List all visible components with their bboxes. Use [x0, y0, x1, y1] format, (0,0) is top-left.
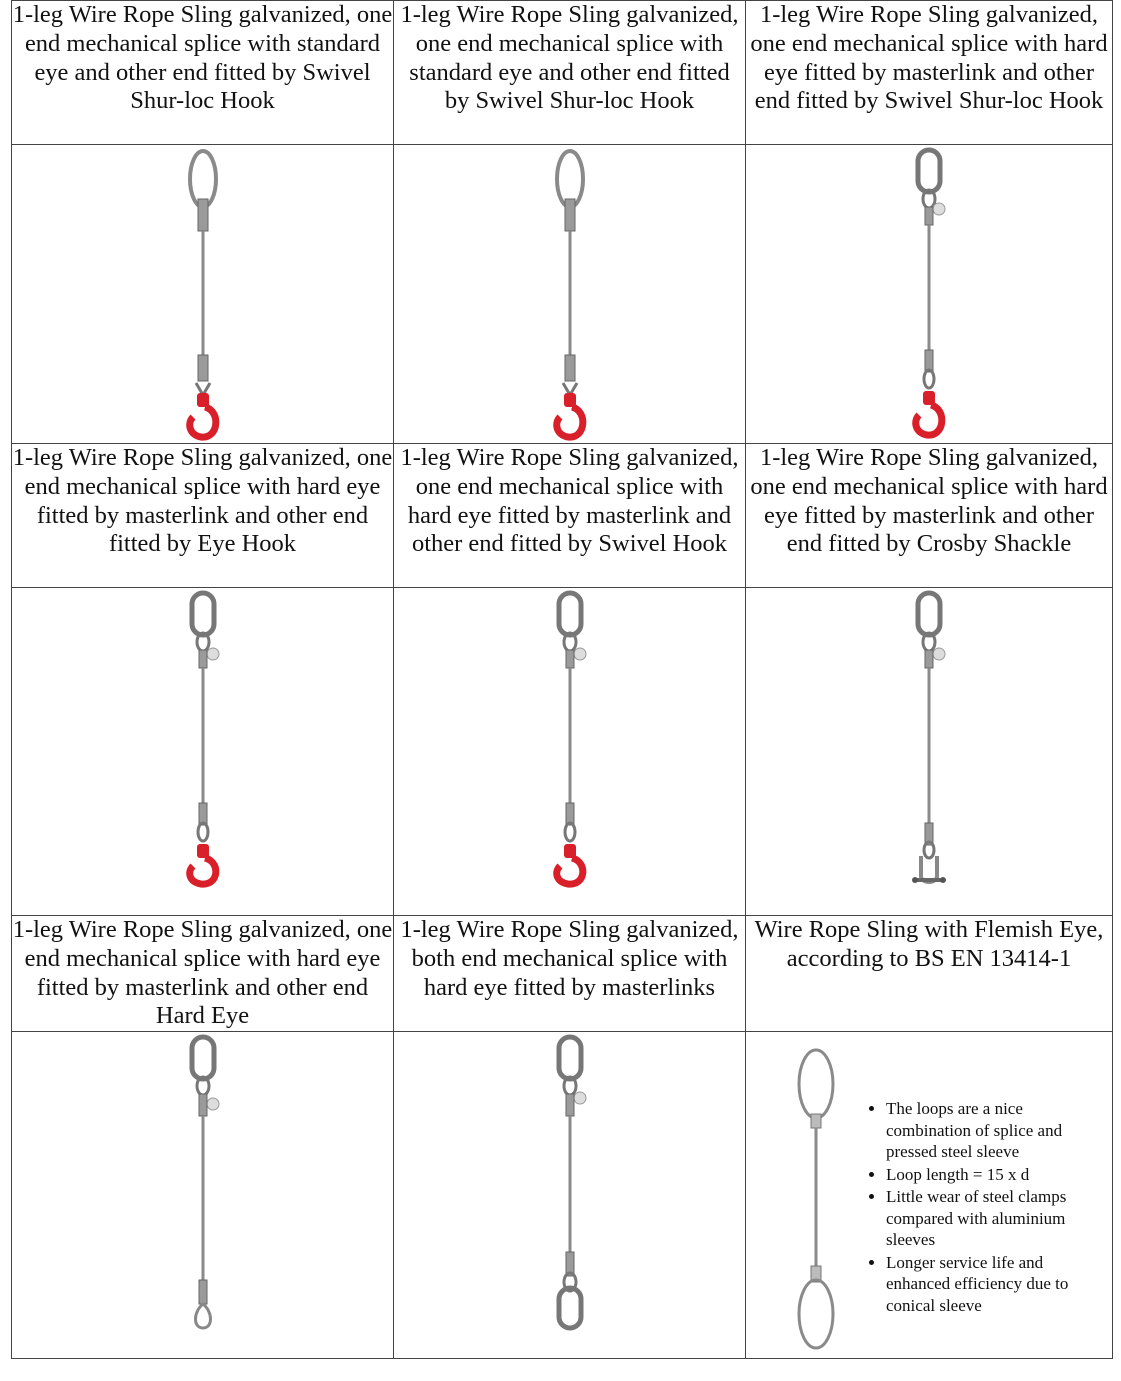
- product-caption: 1-leg Wire Rope Sling galvanized, one end mechanical splice with hard eye fitted by masterlink and other end fitted by Swivel Shur-loc Hook: [746, 1, 1113, 145]
- product-image-cell: [12, 1032, 394, 1359]
- sling-catalog-table: [11, 0, 1113, 1359]
- product-caption: 1-leg Wire Rope Sling galvanized, one end mechanical splice with standard eye and other end fitted by Swivel Shur-loc Hook: [12, 1, 394, 145]
- caption-row: [12, 444, 1113, 588]
- sling-masterlink-red-hook-icon: [899, 145, 959, 443]
- flemish-note: • Loop length = 15 x d: [886, 1164, 1106, 1186]
- flemish-note: • Little wear of steel clamps compared with aluminium sleeves: [886, 1186, 1106, 1251]
- sling-masterlink-red-hook-icon: [173, 588, 233, 888]
- image-row: [12, 145, 1113, 444]
- sling-soft-eye-red-hook-icon: [173, 145, 233, 443]
- product-image-cell: [12, 588, 394, 916]
- product-image-cell: [746, 1032, 1113, 1359]
- image-row: [12, 588, 1113, 916]
- product-caption: 1-leg Wire Rope Sling galvanized, one end mechanical splice with hard eye fitted by masterlink and other end fitted by Crosby Shackle: [746, 444, 1113, 588]
- product-image-cell: [394, 1032, 746, 1359]
- product-image-cell: [394, 588, 746, 916]
- sling-masterlink-thimble-icon: [173, 1032, 233, 1332]
- product-image-cell: [746, 145, 1113, 444]
- product-caption: 1-leg Wire Rope Sling galvanized, one end mechanical splice with hard eye fitted by masterlink and other end fitted by Eye Hook: [12, 444, 394, 588]
- image-row: [12, 1032, 1113, 1359]
- product-image-cell: [746, 588, 1113, 916]
- caption-row: [12, 1, 1113, 145]
- product-caption: 1-leg Wire Rope Sling galvanized, both end mechanical splice with hard eye fitted by masterlinks: [394, 916, 746, 1032]
- sling-soft-eye-red-hook-icon: [540, 145, 600, 443]
- product-caption: Wire Rope Sling with Flemish Eye, according to BS EN 13414-1: [746, 916, 1113, 1032]
- product-caption: 1-leg Wire Rope Sling galvanized, one end mechanical splice with standard eye and other end fitted by Swivel Shur-loc Hook: [394, 1, 746, 145]
- flemish-note: • The loops are a nice combination of splice and pressed steel sleeve: [886, 1098, 1106, 1163]
- product-image-cell: [12, 145, 394, 444]
- product-image-cell: [394, 145, 746, 444]
- flemish-notes-list: [864, 1098, 1106, 1317]
- flemish-note: • Longer service life and enhanced efficiency due to conical sleeve: [886, 1252, 1106, 1317]
- product-caption: 1-leg Wire Rope Sling galvanized, one end mechanical splice with hard eye fitted by masterlink and other end Hard Eye: [12, 916, 394, 1032]
- sling-masterlink-shackle-icon: [899, 588, 959, 888]
- sling-masterlink-both-ends-icon: [540, 1032, 600, 1332]
- flemish-eye-panel: [746, 1032, 1112, 1358]
- sling-flemish-eye-icon: [786, 1044, 846, 1354]
- sling-masterlink-red-hook-icon: [540, 588, 600, 888]
- product-caption: 1-leg Wire Rope Sling galvanized, one end mechanical splice with hard eye fitted by masterlink and other end fitted by Swivel Hook: [394, 444, 746, 588]
- caption-row: [12, 916, 1113, 1032]
